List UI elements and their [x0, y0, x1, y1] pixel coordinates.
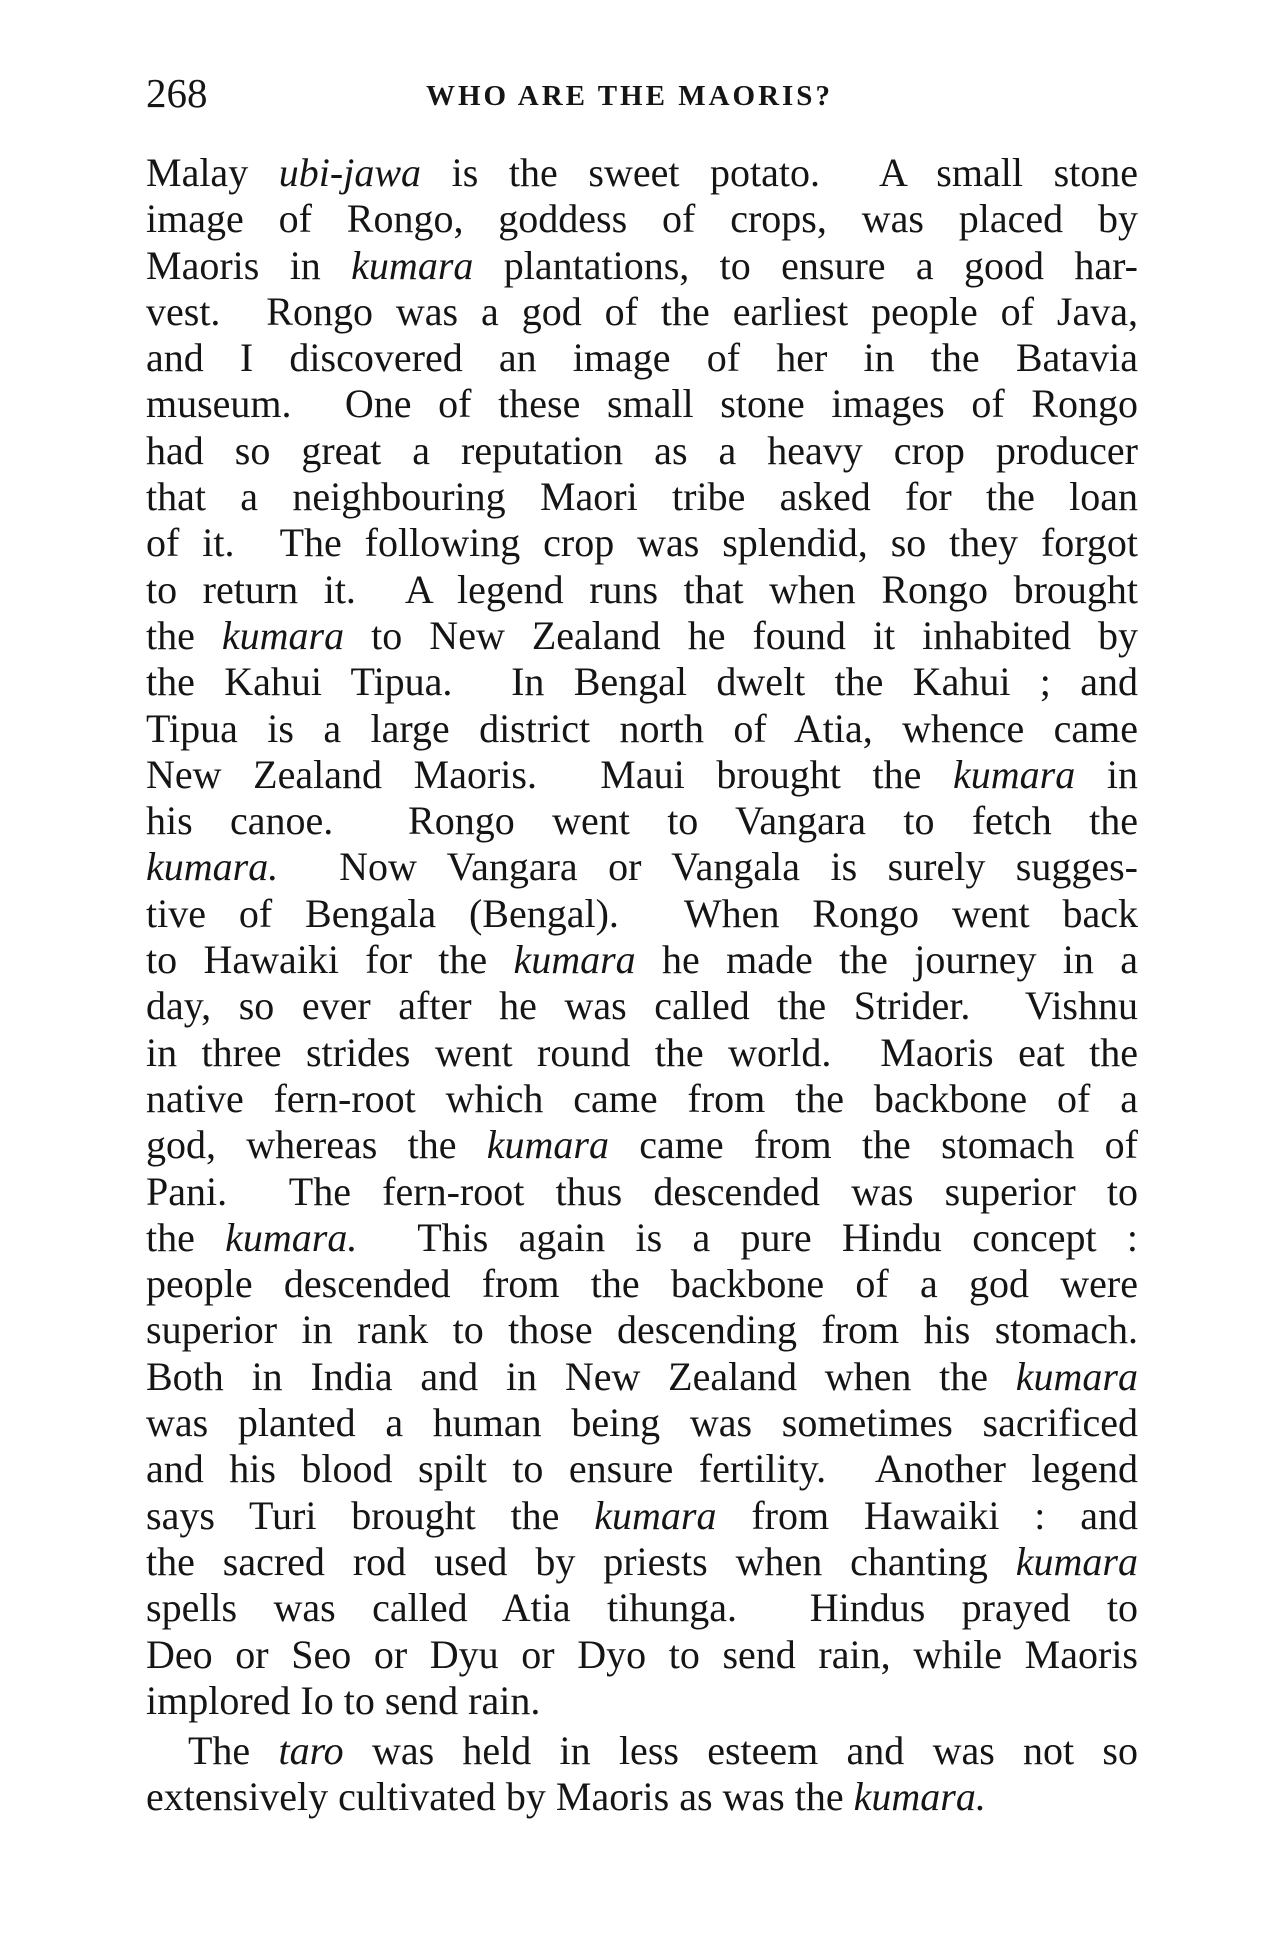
- text-run: came from the stomach of: [608, 1122, 1138, 1168]
- text-run: The: [188, 1728, 279, 1774]
- text-line: [146, 1030, 1138, 1076]
- text-run: Malay: [146, 150, 279, 195]
- text-run: from Hawaiki : and: [716, 1492, 1138, 1538]
- italic-term: taro: [278, 1728, 344, 1774]
- text-run: in three strides went round the world. Maoris eat the: [146, 1029, 1138, 1075]
- text-line: [146, 798, 1138, 844]
- text-run: to Hawaiki for the: [146, 937, 514, 983]
- text-line: [146, 196, 1138, 242]
- text-run: image of Rongo, goddess of crops, was placed by: [146, 196, 1138, 242]
- text-run: superior in rank to those descending from his stomach.: [146, 1307, 1138, 1353]
- text-line: [146, 1728, 1138, 1774]
- italic-term: kumara.: [225, 1214, 358, 1260]
- text-line: [146, 844, 1138, 890]
- text-line: [146, 1354, 1138, 1400]
- text-line: [146, 983, 1138, 1029]
- text-run: says Turi brought the: [146, 1492, 595, 1538]
- italic-term: kumara: [594, 1492, 717, 1538]
- text-line: [146, 937, 1138, 983]
- text-line: [146, 613, 1138, 659]
- text-line: [146, 1261, 1138, 1307]
- text-run: Deo or Seo or Dyu or Dyo to send rain, while Maoris: [146, 1631, 1138, 1677]
- text-run: Pani. The fern-root thus descended was superior to: [146, 1168, 1138, 1214]
- text-run: in: [1075, 751, 1138, 797]
- text-run: he made the journey in a: [635, 937, 1138, 983]
- text-line: [146, 1215, 1138, 1261]
- italic-term: kumara: [221, 612, 345, 658]
- text-line: [146, 659, 1138, 705]
- text-run: vest. Rongo was a god of the earliest people of Java,: [146, 288, 1138, 334]
- text-run: his canoe. Rongo went to Vangara to fetch the: [146, 798, 1138, 844]
- text-run: Now Vangara or Vangala is surely sugges-: [278, 844, 1138, 890]
- text-run: of it. The following crop was splendid, so they forgot: [146, 520, 1138, 566]
- text-run: day, so ever after he was called the Strider. Vishnu: [146, 983, 1138, 1029]
- text-run: implored Io to send rain.: [146, 1677, 541, 1723]
- text-line: [146, 1539, 1138, 1585]
- text-run: god, whereas the: [146, 1122, 487, 1168]
- italic-term: kumara: [513, 937, 636, 983]
- text-run: plantations, to ensure a good har-: [473, 242, 1138, 288]
- text-run: This again is a pure Hindu concept :: [357, 1214, 1138, 1260]
- text-line: [146, 1169, 1138, 1215]
- text-run: spells was called Atia tihunga. Hindus prayed to: [146, 1585, 1138, 1631]
- paragraph: [146, 1728, 1138, 1821]
- italic-term: kumara.: [146, 844, 279, 890]
- text-line: [146, 474, 1138, 520]
- text-run: is the sweet potato. A small stone: [421, 150, 1138, 195]
- text-run: to New Zealand he found it inhabited by: [344, 612, 1138, 658]
- text-run: the: [146, 612, 222, 658]
- text-run: and his blood spilt to ensure fertility. Another legend: [146, 1446, 1138, 1492]
- text-run: was held in less esteem and was not so: [343, 1728, 1138, 1774]
- italic-term: kumara: [1015, 1353, 1138, 1399]
- text-line: [146, 1446, 1138, 1492]
- text-run: native fern-root which came from the backbone of a: [146, 1075, 1138, 1121]
- book-page: [146, 0, 1138, 1937]
- text-line: [146, 335, 1138, 381]
- text-line: [146, 1493, 1138, 1539]
- text-run: and I discovered an image of her in the Batavia: [146, 335, 1138, 381]
- italic-term: kumara.: [853, 1774, 986, 1820]
- text-line: [146, 289, 1138, 335]
- text-run: tive of Bengala (Bengal). When Rongo went back: [146, 890, 1138, 936]
- italic-term: kumara: [1015, 1538, 1138, 1584]
- text-line: [146, 1122, 1138, 1168]
- text-run: that a neighbouring Maori tribe asked for the loan: [146, 474, 1138, 520]
- text-line: [146, 381, 1138, 427]
- italic-term: kumara: [953, 751, 1076, 797]
- text-line: [146, 1678, 1138, 1724]
- text-line: [146, 150, 1138, 196]
- text-run: the: [146, 1214, 226, 1260]
- text-line: [146, 1585, 1138, 1631]
- text-line: [146, 752, 1138, 798]
- text-line: [146, 1076, 1138, 1122]
- text-line: [146, 1632, 1138, 1678]
- running-head: [146, 68, 1138, 128]
- text-line: [146, 1307, 1138, 1353]
- italic-term: kumara: [486, 1122, 609, 1168]
- text-line: [146, 428, 1138, 474]
- text-run: the sacred rod used by priests when chanting: [146, 1538, 1016, 1584]
- text-run: people descended from the backbone of a god were: [146, 1261, 1138, 1307]
- italic-term: ubi-jawa: [278, 150, 422, 195]
- text-line: [146, 1400, 1138, 1446]
- text-line: [146, 706, 1138, 752]
- paragraph: [146, 150, 1138, 1724]
- text-line: [146, 1774, 1138, 1820]
- italic-term: kumara: [351, 242, 474, 288]
- text-run: was planted a human being was sometimes sacrificed: [146, 1400, 1138, 1446]
- text-line: [146, 520, 1138, 566]
- text-run: had so great a reputation as a heavy crop producer: [146, 427, 1138, 473]
- text-run: extensively cultivated by Maoris as was the: [146, 1774, 854, 1820]
- text-run: New Zealand Maoris. Maui brought the: [146, 751, 953, 797]
- text-line: [146, 567, 1138, 613]
- running-title: WHO ARE THE MAORIS?: [426, 80, 833, 112]
- text-run: to return it. A legend runs that when Rongo brought: [146, 566, 1138, 612]
- text-line: [146, 243, 1138, 289]
- body-text: [146, 150, 1138, 1821]
- text-line: [146, 891, 1138, 937]
- text-run: museum. One of these small stone images of Rongo: [146, 381, 1138, 427]
- text-run: Maoris in: [146, 242, 352, 288]
- page-number: 268: [146, 70, 208, 116]
- text-run: the Kahui Tipua. In Bengal dwelt the Kahui ; and: [146, 659, 1138, 705]
- text-run: Both in India and in New Zealand when the: [146, 1353, 1016, 1399]
- text-run: Tipua is a large district north of Atia, whence came: [146, 705, 1138, 751]
